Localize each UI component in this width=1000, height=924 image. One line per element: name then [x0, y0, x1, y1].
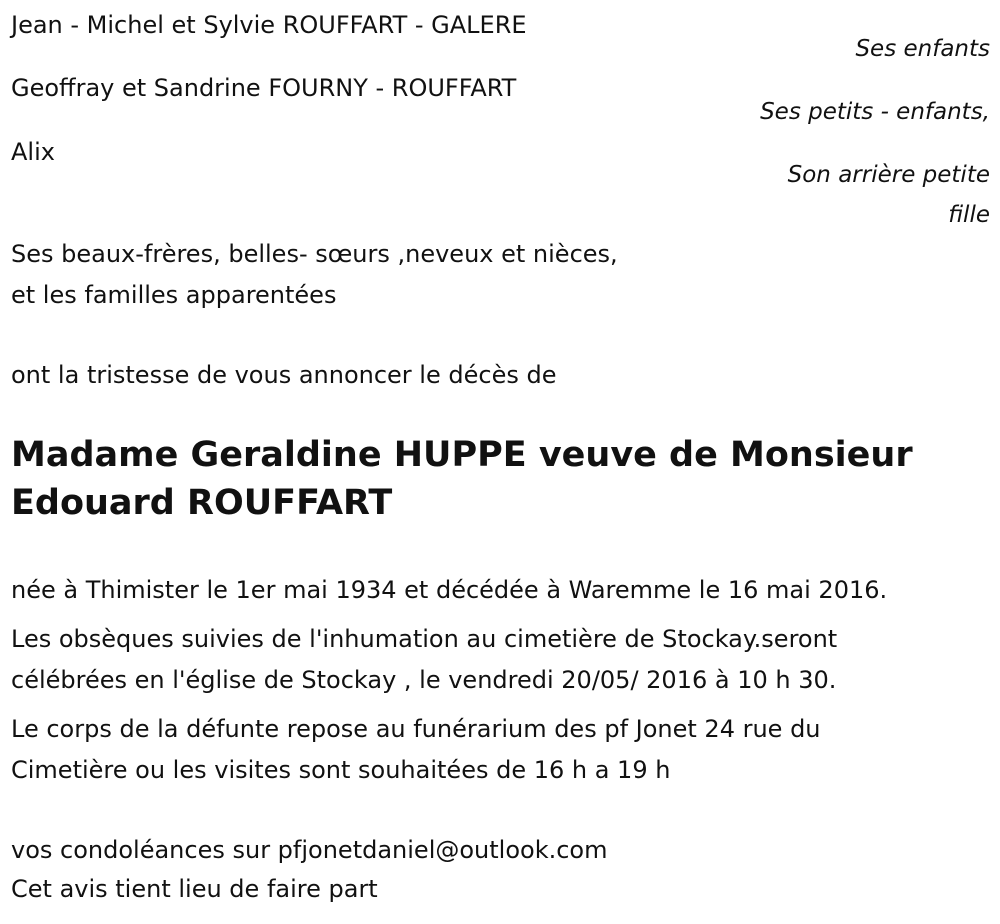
deceased-name-line2: Edouard ROUFFART [11, 483, 393, 523]
rest-text-line1: Le corps de la défunte repose au funérarium des pf Jonet 24 rue du [11, 715, 821, 743]
funeral-text-line2: célébrées en l'église de Stockay , le vendredi 20/05/ 2016 à 10 h 30. [11, 666, 837, 694]
rest-text-line2: Cimetière ou les visites sont souhaitées de 16 h a 19 h [11, 756, 671, 784]
relation-great-grandchild-line1: Son arrière petite [787, 162, 990, 188]
family-line-relatives: et les familles apparentées [11, 281, 337, 309]
birth-death-text: née à Thimister le 1er mai 1934 et décédée à Waremme le 16 mai 2016. [11, 576, 888, 604]
relation-grandchildren: Ses petits - enfants, [760, 99, 990, 125]
condolences-text: vos condoléances sur pfjonetdaniel@outlook.com [11, 836, 608, 864]
family-line-children: Jean - Michel et Sylvie ROUFFART - GALERE [11, 11, 527, 39]
relation-great-grandchild-line2: fille [948, 202, 990, 228]
family-line-great-grandchild: Alix [11, 138, 55, 166]
announcement-text: ont la tristesse de vous annoncer le décès de [11, 361, 557, 389]
notice-text: Cet avis tient lieu de faire part [11, 875, 378, 903]
family-line-grandchildren: Geoffray et Sandrine FOURNY - ROUFFART [11, 74, 517, 102]
family-line-in-laws: Ses beaux-frères, belles- sœurs ,neveux et nièces, [11, 240, 618, 268]
deceased-name-line1: Madame Geraldine HUPPE veuve de Monsieur [11, 435, 913, 475]
relation-children: Ses enfants [855, 36, 990, 62]
funeral-text-line1: Les obsèques suivies de l'inhumation au cimetière de Stockay.seront [11, 625, 838, 653]
